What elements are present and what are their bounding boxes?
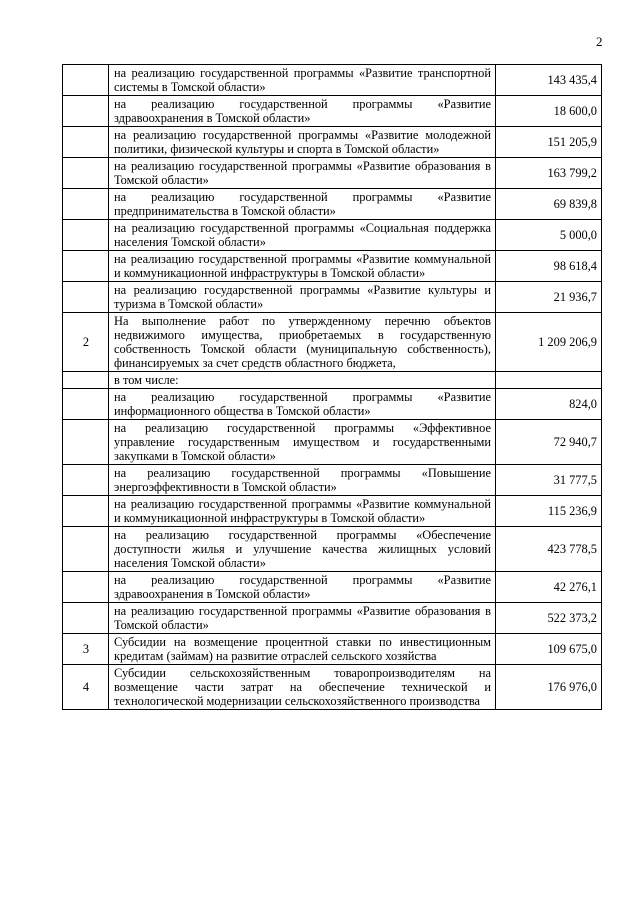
budget-table: [62, 64, 602, 710]
row-amount: 109 675,0: [496, 634, 602, 665]
table-row: [63, 389, 602, 420]
table-row: [63, 96, 602, 127]
row-number: [63, 251, 109, 282]
row-description: на реализацию государственной программы «Развитие здравоохранения в Томской области»: [109, 572, 496, 603]
row-amount: 42 276,1: [496, 572, 602, 603]
row-number: [63, 572, 109, 603]
table-row: [63, 465, 602, 496]
row-description: на реализацию государственной программы «Развитие предпринимательства в Томской области»: [109, 189, 496, 220]
row-number: 3: [63, 634, 109, 665]
row-amount: 423 778,5: [496, 527, 602, 572]
row-description: на реализацию государственной программы «Развитие культуры и туризма в Томской области»: [109, 282, 496, 313]
row-amount: 31 777,5: [496, 465, 602, 496]
table-row: [63, 65, 602, 96]
row-number: [63, 189, 109, 220]
row-description: на реализацию государственной программы «Развитие информационного общества в Томской области»: [109, 389, 496, 420]
row-description: на реализацию государственной программы «Развитие коммунальной и коммуникационной инфраструктуры в Томской области»: [109, 496, 496, 527]
row-description: на реализацию государственной программы «Повышение энергоэффективности в Томской области»: [109, 465, 496, 496]
table-row: [63, 665, 602, 710]
table-row: [63, 527, 602, 572]
row-amount: 72 940,7: [496, 420, 602, 465]
row-description: на реализацию государственной программы «Социальная поддержка населения Томской области»: [109, 220, 496, 251]
table-row: [63, 603, 602, 634]
row-number: [63, 603, 109, 634]
row-amount: 151 205,9: [496, 127, 602, 158]
table-row: [63, 372, 602, 389]
table-row: [63, 127, 602, 158]
table-row: [63, 420, 602, 465]
row-number: [63, 465, 109, 496]
row-number: [63, 65, 109, 96]
row-description: на реализацию государственной программы «Развитие образования в Томской области»: [109, 603, 496, 634]
table-row: [63, 282, 602, 313]
table-row: [63, 313, 602, 372]
row-description: на реализацию государственной программы «Эффективное управление государственным имуществом и государственными закупками в Томской области»: [109, 420, 496, 465]
row-number: [63, 420, 109, 465]
row-number: [63, 282, 109, 313]
row-amount: 176 976,0: [496, 665, 602, 710]
page-number: 2: [596, 34, 603, 49]
row-amount: 5 000,0: [496, 220, 602, 251]
row-amount: 115 236,9: [496, 496, 602, 527]
row-amount: 21 936,7: [496, 282, 602, 313]
row-number: 2: [63, 313, 109, 372]
row-number: [63, 496, 109, 527]
row-number: 4: [63, 665, 109, 710]
row-description: на реализацию государственной программы «Развитие здравоохранения в Томской области»: [109, 96, 496, 127]
row-description: на реализацию государственной программы «Обеспечение доступности жилья и улучшение качества жилищных условий населения Томской области»: [109, 527, 496, 572]
row-description: на реализацию государственной программы «Развитие молодежной политики, физической культуры и спорта в Томской области»: [109, 127, 496, 158]
row-number: [63, 220, 109, 251]
row-number: [63, 527, 109, 572]
table-row: [63, 189, 602, 220]
row-amount: [496, 372, 602, 389]
table-row: [63, 220, 602, 251]
row-description: на реализацию государственной программы «Развитие транспортной системы в Томской области»: [109, 65, 496, 96]
row-description: в том числе:: [109, 372, 496, 389]
row-amount: 522 373,2: [496, 603, 602, 634]
table-row: [63, 572, 602, 603]
row-amount: 163 799,2: [496, 158, 602, 189]
row-number: [63, 389, 109, 420]
table-row: [63, 634, 602, 665]
row-amount: 1 209 206,9: [496, 313, 602, 372]
row-amount: 824,0: [496, 389, 602, 420]
row-amount: 18 600,0: [496, 96, 602, 127]
row-number: [63, 158, 109, 189]
row-amount: 69 839,8: [496, 189, 602, 220]
row-description: на реализацию государственной программы «Развитие образования в Томской области»: [109, 158, 496, 189]
table-row: [63, 496, 602, 527]
row-number: [63, 127, 109, 158]
row-description: На выполнение работ по утвержденному перечню объектов недвижимого имущества, приобретаемых в государственную собственность Томской области (муниципальную собственность), финансируемых за счет средств областного бюджета,: [109, 313, 496, 372]
row-number: [63, 372, 109, 389]
row-number: [63, 96, 109, 127]
row-amount: 98 618,4: [496, 251, 602, 282]
table-row: [63, 251, 602, 282]
row-description: Субсидии сельскохозяйственным товаропроизводителям на возмещение части затрат на обеспечение технической и технологической модернизации сельскохозяйственного производства: [109, 665, 496, 710]
row-description: на реализацию государственной программы «Развитие коммунальной и коммуникационной инфраструктуры в Томской области»: [109, 251, 496, 282]
row-description: Субсидии на возмещение процентной ставки по инвестиционным кредитам (займам) на развитие отраслей сельского хозяйства: [109, 634, 496, 665]
row-amount: 143 435,4: [496, 65, 602, 96]
table-row: [63, 158, 602, 189]
